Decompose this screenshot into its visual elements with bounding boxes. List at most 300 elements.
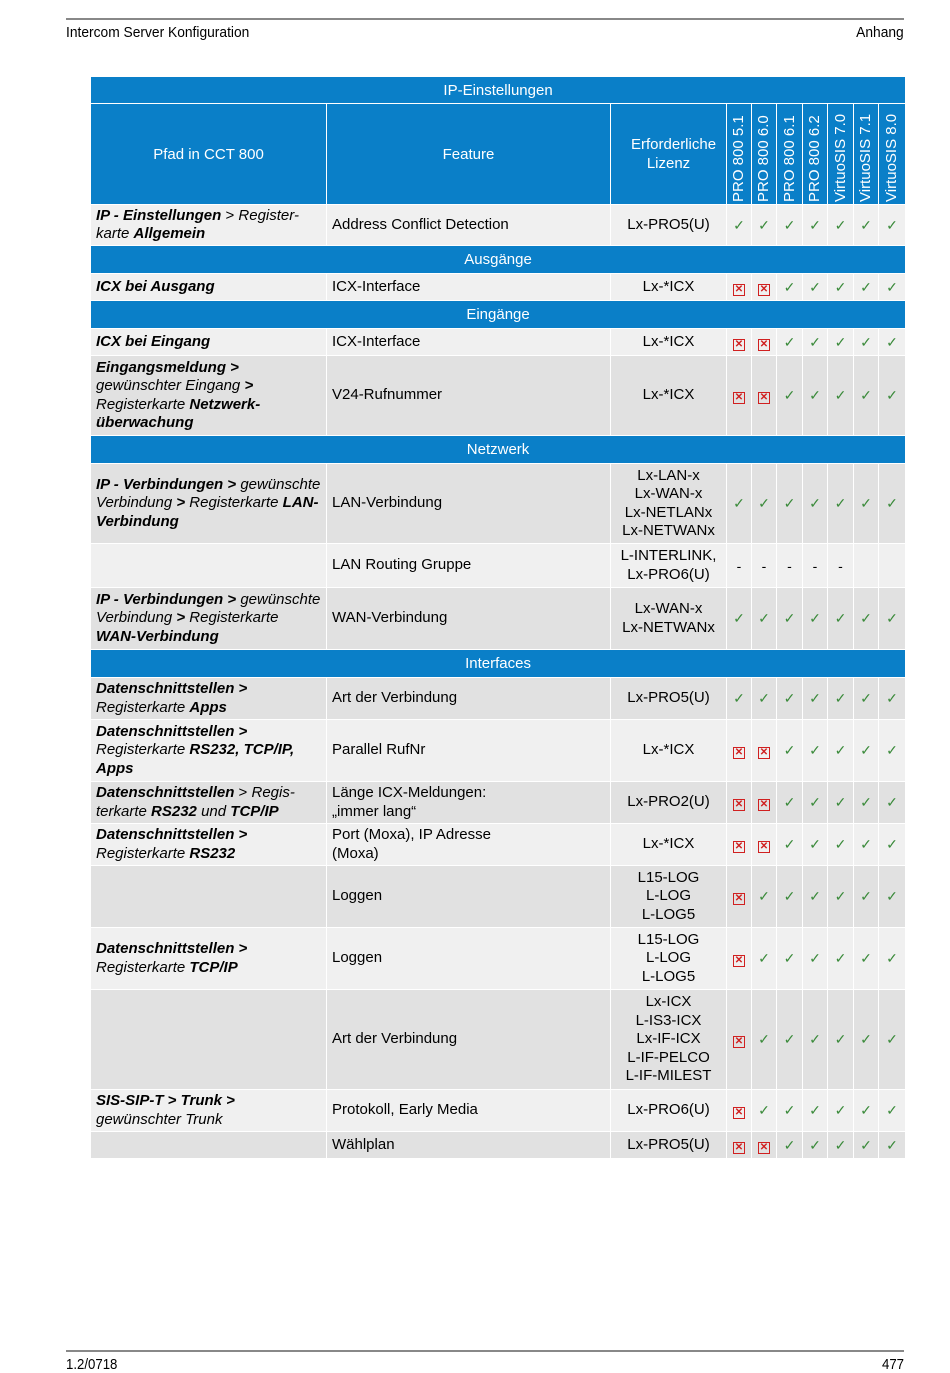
empty-cell bbox=[854, 544, 879, 588]
feature-cell: Länge ICX-Meldungen: „immer lang“ bbox=[327, 782, 611, 824]
section-label: Netzwerk bbox=[91, 436, 906, 464]
check-icon bbox=[854, 356, 879, 436]
check-icon bbox=[879, 205, 906, 246]
check-icon bbox=[879, 990, 906, 1090]
check-mark: ✓ bbox=[783, 1136, 796, 1153]
path-cell bbox=[91, 824, 327, 866]
path-segment: Datenschnittstellen > bbox=[96, 826, 248, 843]
path-segment: Registerkarte bbox=[96, 395, 190, 413]
check-icon bbox=[777, 824, 803, 866]
path-segment: SIS-SIP-T > Trunk > bbox=[96, 1092, 235, 1109]
dash-mark: - bbox=[761, 557, 767, 574]
check-mark: ✓ bbox=[860, 278, 872, 295]
check-icon bbox=[803, 824, 828, 866]
feature-cell: Loggen bbox=[327, 928, 611, 990]
check-mark: ✓ bbox=[733, 610, 745, 626]
path-segment: Registerkarte bbox=[185, 494, 283, 512]
check-mark: ✓ bbox=[860, 216, 872, 233]
check-icon bbox=[803, 274, 828, 301]
license-cell: Lx-PRO5(U) bbox=[611, 205, 727, 246]
check-mark: ✓ bbox=[783, 794, 796, 810]
cross-box-icon bbox=[752, 1132, 777, 1159]
feature-cell: Parallel RufNr bbox=[327, 720, 611, 782]
path-cell bbox=[91, 720, 327, 782]
check-mark: ✓ bbox=[860, 888, 872, 904]
page-number: 477 bbox=[881, 1356, 904, 1373]
path-cell bbox=[91, 928, 327, 990]
check-mark: ✓ bbox=[886, 690, 898, 706]
check-icon bbox=[777, 1090, 803, 1132]
check-icon bbox=[854, 990, 879, 1090]
feature-cell: ICX-Interface bbox=[327, 274, 611, 301]
check-mark: ✓ bbox=[886, 888, 898, 904]
not-applicable-dash bbox=[828, 544, 854, 588]
check-mark: ✓ bbox=[758, 1102, 770, 1118]
path-segment: WAN-Verbindung bbox=[96, 627, 219, 645]
cross-mark: ✕ bbox=[759, 283, 769, 295]
check-icon bbox=[879, 329, 906, 356]
check-mark: ✓ bbox=[886, 278, 898, 295]
cross-mark: ✕ bbox=[759, 338, 769, 350]
check-icon bbox=[879, 1090, 906, 1132]
license-cell: Lx-ICX L-IS3-ICX Lx-IF-ICX L-IF-PELCO L-IF-MILEST bbox=[611, 990, 727, 1090]
table-row bbox=[91, 1132, 906, 1159]
section-row bbox=[91, 301, 906, 329]
table-row bbox=[91, 928, 906, 990]
cross-mark: ✕ bbox=[734, 392, 744, 403]
cross-mark: ✕ bbox=[734, 338, 744, 350]
check-icon bbox=[828, 928, 854, 990]
check-mark: ✓ bbox=[783, 950, 796, 966]
path-segment: TCP/IP bbox=[230, 802, 279, 820]
check-icon bbox=[879, 1132, 906, 1159]
check-mark: ✓ bbox=[758, 610, 770, 626]
table-row bbox=[91, 329, 906, 356]
not-applicable-dash bbox=[777, 544, 803, 588]
path-segment: > bbox=[176, 494, 186, 512]
check-icon bbox=[777, 928, 803, 990]
table-row bbox=[91, 356, 906, 436]
table-row bbox=[91, 678, 906, 720]
path-cell bbox=[91, 464, 327, 544]
cross-box-icon bbox=[752, 824, 777, 866]
check-icon bbox=[752, 588, 777, 650]
check-mark: ✓ bbox=[834, 742, 847, 758]
check-icon bbox=[854, 588, 879, 650]
feature-cell: ICX-Interface bbox=[327, 329, 611, 356]
cross-box-icon bbox=[727, 329, 752, 356]
check-icon bbox=[777, 205, 803, 246]
check-mark: ✓ bbox=[783, 1102, 796, 1118]
check-mark: ✓ bbox=[886, 836, 898, 852]
feature-cell: LAN-Verbindung bbox=[327, 464, 611, 544]
check-mark: ✓ bbox=[860, 610, 872, 626]
check-icon bbox=[803, 356, 828, 436]
check-icon bbox=[803, 866, 828, 928]
check-icon bbox=[828, 866, 854, 928]
check-mark: ✓ bbox=[886, 610, 898, 626]
check-mark: ✓ bbox=[809, 888, 821, 904]
path-cell bbox=[91, 678, 327, 720]
license-cell: Lx-PRO5(U) bbox=[611, 1132, 727, 1159]
path-cell bbox=[91, 274, 327, 301]
check-icon bbox=[727, 464, 752, 544]
path-cell bbox=[91, 205, 327, 246]
path-segment: > bbox=[234, 784, 252, 801]
check-icon bbox=[828, 720, 854, 782]
check-mark: ✓ bbox=[834, 610, 847, 626]
check-icon bbox=[828, 464, 854, 544]
path-segment: und bbox=[196, 802, 231, 820]
check-icon bbox=[777, 356, 803, 436]
not-applicable-dash bbox=[727, 544, 752, 588]
dash-mark: - bbox=[736, 557, 742, 574]
check-icon bbox=[828, 356, 854, 436]
check-icon bbox=[777, 274, 803, 301]
path-cell bbox=[91, 1090, 327, 1132]
check-mark: ✓ bbox=[783, 690, 796, 706]
check-mark: ✓ bbox=[860, 1102, 872, 1118]
cross-mark: ✕ bbox=[734, 799, 744, 810]
check-mark: ✓ bbox=[783, 610, 796, 626]
check-mark: ✓ bbox=[783, 216, 796, 233]
cross-box-icon bbox=[752, 782, 777, 824]
cross-box-icon bbox=[727, 1090, 752, 1132]
path-segment: gewünschter Trunk bbox=[96, 1110, 223, 1128]
license-cell: Lx-LAN-x Lx-WAN-x Lx-NETLANx Lx-NETWANx bbox=[611, 464, 727, 544]
check-icon bbox=[803, 678, 828, 720]
not-applicable-dash bbox=[752, 544, 777, 588]
cross-mark: ✕ bbox=[759, 841, 769, 852]
check-mark: ✓ bbox=[860, 794, 872, 810]
path-cell bbox=[91, 329, 327, 356]
check-mark: ✓ bbox=[783, 888, 796, 904]
column-header-version: VirtuoSIS 8.0 bbox=[879, 104, 906, 205]
path-segment: RS232 bbox=[151, 802, 197, 820]
check-mark: ✓ bbox=[886, 1031, 898, 1047]
check-icon bbox=[854, 824, 879, 866]
license-cell: Lx-*ICX bbox=[611, 356, 727, 436]
path-segment: IP - Verbindungen > bbox=[96, 475, 237, 493]
check-mark: ✓ bbox=[809, 278, 821, 295]
check-icon bbox=[752, 990, 777, 1090]
check-mark: ✓ bbox=[783, 1031, 796, 1047]
cross-box-icon bbox=[727, 990, 752, 1090]
path-segment: ICX bei Ausgang bbox=[96, 277, 215, 295]
check-mark: ✓ bbox=[834, 950, 847, 966]
license-table bbox=[90, 76, 906, 1159]
license-cell: Lx-*ICX bbox=[611, 720, 727, 782]
check-icon bbox=[727, 588, 752, 650]
table-row bbox=[91, 990, 906, 1090]
table-row bbox=[91, 464, 906, 544]
table-row bbox=[91, 782, 906, 824]
path-segment: TCP/IP bbox=[189, 958, 238, 976]
cross-box-icon bbox=[727, 866, 752, 928]
check-icon bbox=[879, 928, 906, 990]
check-mark: ✓ bbox=[809, 950, 821, 966]
path-segment: RS232, TCP/IP, Apps bbox=[96, 741, 295, 777]
cross-mark: ✕ bbox=[759, 799, 769, 810]
path-segment: gewünschte Verbindung bbox=[96, 475, 321, 512]
check-icon bbox=[752, 678, 777, 720]
feature-cell: Address Conflict Detection bbox=[327, 205, 611, 246]
check-icon bbox=[803, 782, 828, 824]
check-mark: ✓ bbox=[758, 216, 770, 233]
check-mark: ✓ bbox=[809, 690, 821, 706]
check-mark: ✓ bbox=[783, 495, 796, 511]
cross-mark: ✕ bbox=[759, 392, 769, 403]
header-rule bbox=[66, 18, 904, 20]
license-cell: L-INTERLINK, Lx-PRO6(U) bbox=[611, 544, 727, 588]
check-icon bbox=[752, 205, 777, 246]
check-mark: ✓ bbox=[860, 495, 872, 511]
table-row bbox=[91, 274, 906, 301]
check-mark: ✓ bbox=[809, 387, 821, 403]
check-mark: ✓ bbox=[860, 742, 872, 758]
table-body bbox=[91, 205, 906, 1159]
path-segment: gewünschte Verbindung bbox=[96, 590, 321, 627]
check-icon bbox=[777, 678, 803, 720]
check-mark: ✓ bbox=[860, 387, 872, 403]
path-segment: Apps bbox=[189, 698, 227, 716]
check-mark: ✓ bbox=[886, 742, 898, 758]
check-icon bbox=[854, 866, 879, 928]
check-icon bbox=[854, 274, 879, 301]
column-header-license: Erforderliche Lizenz bbox=[611, 104, 727, 205]
check-mark: ✓ bbox=[886, 1136, 898, 1153]
path-segment: Registerkarte bbox=[185, 609, 279, 627]
table-row bbox=[91, 720, 906, 782]
check-mark: ✓ bbox=[758, 888, 770, 904]
check-icon bbox=[879, 356, 906, 436]
cross-box-icon bbox=[727, 356, 752, 436]
cross-box-icon bbox=[752, 720, 777, 782]
cross-box-icon bbox=[727, 274, 752, 301]
path-segment: LAN-Verbindung bbox=[96, 494, 319, 530]
check-icon bbox=[777, 866, 803, 928]
check-mark: ✓ bbox=[783, 387, 796, 403]
check-mark: ✓ bbox=[733, 216, 745, 233]
license-cell: Lx-*ICX bbox=[611, 824, 727, 866]
check-icon bbox=[879, 824, 906, 866]
check-icon bbox=[828, 205, 854, 246]
check-icon bbox=[803, 928, 828, 990]
section-row bbox=[91, 436, 906, 464]
check-mark: ✓ bbox=[860, 1136, 872, 1153]
check-mark: ✓ bbox=[809, 216, 821, 233]
check-icon bbox=[777, 329, 803, 356]
dash-mark: - bbox=[812, 557, 818, 574]
check-icon bbox=[828, 782, 854, 824]
table-row bbox=[91, 205, 906, 246]
check-icon bbox=[752, 464, 777, 544]
check-mark: ✓ bbox=[809, 794, 821, 810]
cross-box-icon bbox=[727, 782, 752, 824]
path-segment: IP - Einstellungen bbox=[96, 206, 222, 224]
path-segment: Registerkarte bbox=[96, 741, 190, 759]
path-cell bbox=[91, 990, 327, 1090]
check-icon bbox=[803, 990, 828, 1090]
check-icon bbox=[777, 720, 803, 782]
dash-mark: - bbox=[838, 557, 843, 574]
table-row bbox=[91, 866, 906, 928]
check-icon bbox=[879, 866, 906, 928]
path-segment: Datenschnittstellen bbox=[96, 784, 235, 801]
path-segment: Eingangsmeldung > bbox=[96, 358, 239, 376]
check-icon bbox=[879, 782, 906, 824]
check-icon bbox=[803, 588, 828, 650]
path-cell bbox=[91, 866, 327, 928]
section-row bbox=[91, 246, 906, 274]
path-segment: gewünschter Eingang bbox=[96, 377, 245, 394]
check-mark: ✓ bbox=[860, 1031, 872, 1047]
check-icon bbox=[777, 1132, 803, 1159]
path-cell bbox=[91, 544, 327, 588]
check-icon bbox=[879, 678, 906, 720]
check-mark: ✓ bbox=[834, 278, 847, 295]
check-mark: ✓ bbox=[809, 333, 821, 350]
check-icon bbox=[828, 329, 854, 356]
path-segment: Registerkarte bbox=[96, 844, 190, 862]
feature-cell: Art der Verbindung bbox=[327, 678, 611, 720]
path-cell bbox=[91, 588, 327, 650]
check-icon bbox=[803, 1132, 828, 1159]
path-segment: Registerkarte bbox=[96, 958, 190, 976]
check-mark: ✓ bbox=[783, 278, 796, 295]
section-label: Eingänge bbox=[91, 301, 906, 329]
license-cell: Lx-PRO6(U) bbox=[611, 1090, 727, 1132]
check-icon bbox=[777, 588, 803, 650]
cross-box-icon bbox=[752, 356, 777, 436]
check-mark: ✓ bbox=[886, 387, 898, 403]
cross-mark: ✕ bbox=[734, 1141, 744, 1153]
check-icon bbox=[828, 678, 854, 720]
license-cell: Lx-PRO5(U) bbox=[611, 678, 727, 720]
path-segment: > bbox=[244, 377, 254, 394]
footer-rule bbox=[66, 1350, 904, 1352]
column-header-version: VirtuoSIS 7.1 bbox=[854, 104, 879, 205]
path-segment: IP - Verbindungen > bbox=[96, 590, 237, 608]
section-row bbox=[91, 650, 906, 678]
check-mark: ✓ bbox=[834, 387, 847, 403]
cross-mark: ✕ bbox=[734, 841, 744, 852]
column-header-version: PRO 800 6.1 bbox=[777, 104, 803, 205]
check-mark: ✓ bbox=[886, 333, 898, 350]
column-header-version: PRO 800 6.2 bbox=[803, 104, 828, 205]
cross-mark: ✕ bbox=[734, 1036, 744, 1047]
check-icon bbox=[777, 782, 803, 824]
path-segment: Allgemein bbox=[133, 225, 206, 242]
license-cell: Lx-WAN-x Lx-NETWANx bbox=[611, 588, 727, 650]
check-mark: ✓ bbox=[860, 950, 872, 966]
feature-cell: Wählplan bbox=[327, 1132, 611, 1159]
check-icon bbox=[828, 824, 854, 866]
feature-cell: Protokoll, Early Media bbox=[327, 1090, 611, 1132]
path-segment: Datenschnittstellen > bbox=[96, 722, 248, 740]
check-mark: ✓ bbox=[809, 1031, 821, 1047]
path-segment: Datenschnittstellen > bbox=[96, 680, 248, 697]
check-mark: ✓ bbox=[834, 1031, 847, 1047]
cross-mark: ✕ bbox=[734, 893, 744, 904]
not-applicable-dash bbox=[803, 544, 828, 588]
cross-mark: ✕ bbox=[734, 1107, 744, 1118]
check-icon bbox=[854, 205, 879, 246]
path-segment: Registerkarte bbox=[96, 698, 190, 716]
check-icon bbox=[803, 1090, 828, 1132]
check-icon bbox=[752, 928, 777, 990]
check-icon bbox=[854, 464, 879, 544]
check-mark: ✓ bbox=[834, 690, 847, 706]
license-cell: L15-LOG L-LOG L-LOG5 bbox=[611, 928, 727, 990]
license-cell: Lx-PRO2(U) bbox=[611, 782, 727, 824]
feature-cell: Loggen bbox=[327, 866, 611, 928]
check-mark: ✓ bbox=[758, 495, 770, 511]
check-icon bbox=[803, 464, 828, 544]
feature-cell: WAN-Verbindung bbox=[327, 588, 611, 650]
column-header-path: Pfad in CCT 800 bbox=[91, 104, 327, 205]
cross-mark: ✕ bbox=[734, 283, 744, 295]
check-icon bbox=[777, 990, 803, 1090]
version-label: 1.2/0718 bbox=[66, 1356, 118, 1373]
check-mark: ✓ bbox=[834, 1102, 847, 1118]
license-cell: L15-LOG L-LOG L-LOG5 bbox=[611, 866, 727, 928]
check-icon bbox=[854, 678, 879, 720]
check-mark: ✓ bbox=[834, 495, 847, 511]
path-segment: RS232 bbox=[189, 844, 236, 862]
check-mark: ✓ bbox=[809, 1102, 821, 1118]
check-mark: ✓ bbox=[834, 836, 847, 852]
path-segment: Regis-terkarte bbox=[96, 784, 295, 820]
cross-mark: ✕ bbox=[734, 955, 744, 966]
check-mark: ✓ bbox=[860, 690, 872, 706]
table-row bbox=[91, 824, 906, 866]
cross-mark: ✕ bbox=[759, 1141, 769, 1153]
feature-cell: V24-Rufnummer bbox=[327, 356, 611, 436]
check-mark: ✓ bbox=[809, 495, 821, 511]
check-icon bbox=[727, 678, 752, 720]
check-icon bbox=[803, 720, 828, 782]
check-icon bbox=[828, 274, 854, 301]
check-mark: ✓ bbox=[733, 690, 745, 706]
check-icon bbox=[828, 1132, 854, 1159]
check-icon bbox=[879, 464, 906, 544]
path-segment: Register-karte bbox=[96, 206, 299, 242]
cross-mark: ✕ bbox=[734, 747, 744, 758]
table-row bbox=[91, 1090, 906, 1132]
check-mark: ✓ bbox=[809, 836, 821, 852]
check-mark: ✓ bbox=[758, 690, 770, 706]
path-cell bbox=[91, 1132, 327, 1159]
check-mark: ✓ bbox=[758, 1031, 770, 1047]
check-mark: ✓ bbox=[809, 742, 821, 758]
license-cell: Lx-*ICX bbox=[611, 274, 727, 301]
check-icon bbox=[854, 1132, 879, 1159]
feature-cell: LAN Routing Gruppe bbox=[327, 544, 611, 588]
check-icon bbox=[752, 866, 777, 928]
check-icon bbox=[727, 205, 752, 246]
license-cell: Lx-*ICX bbox=[611, 329, 727, 356]
check-mark: ✓ bbox=[886, 950, 898, 966]
check-icon bbox=[854, 1090, 879, 1132]
table-row bbox=[91, 544, 906, 588]
chapter-label: Anhang bbox=[856, 24, 904, 41]
check-icon bbox=[828, 990, 854, 1090]
check-mark: ✓ bbox=[758, 950, 770, 966]
empty-cell bbox=[879, 544, 906, 588]
check-mark: ✓ bbox=[834, 1136, 847, 1153]
check-mark: ✓ bbox=[783, 836, 796, 852]
